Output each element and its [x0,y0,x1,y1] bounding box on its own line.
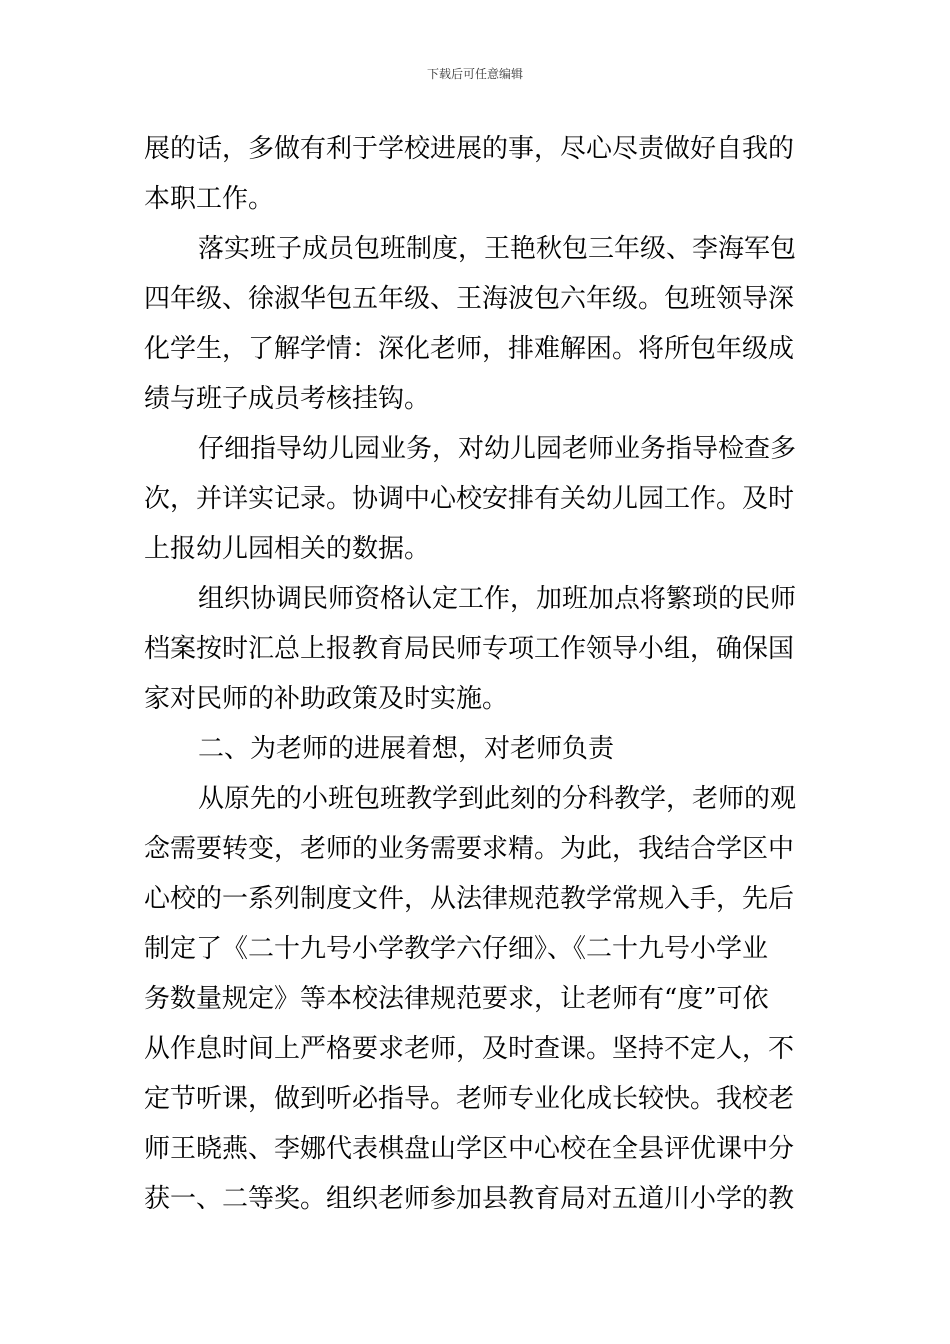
text-line: 心校的一系列制度文件，从法律规范教学常规入手，先后 [144,884,795,914]
text-line: 制定了《二十九号小学教学六仔细》、《二十九号小学业 [144,934,769,964]
text-line: 本职工作。 [144,184,275,214]
text-line: 绩与班子成员考核挂钩。 [144,384,431,414]
text-line: 化学生，了解学情：深化老师，排难解困。将所包年级成 [144,334,795,364]
page-header: 下载后可任意编辑 [426,67,523,81]
text-line: 上报幼儿园相关的数据。 [144,534,431,564]
section-heading: 二、为老师的进展着想，对老师负责 [198,734,615,764]
text-line: 展的话，多做有利于学校进展的事，尽心尽责做好自我的 [144,134,795,164]
text-line: 从作息时间上严格要求老师，及时查课。坚持不定人，不 [144,1034,795,1064]
text-line: 从原先的小班包班教学到此刻的分科教学，老师的观 [198,784,797,814]
text-line: 档案按时汇总上报教育局民师专项工作领导小组，确保国 [144,634,795,664]
text-line: 定节听课，做到听必指导。老师专业化成长较快。我校老 [144,1084,795,1114]
text-line: 落实班子成员包班制度，王艳秋包三年级、李海军包 [198,234,797,264]
text-line: 念需要转变，老师的业务需要求精。为此，我结合学区中 [144,834,795,864]
text-line: 组织协调民师资格认定工作，加班加点将繁琐的民师 [198,584,797,614]
text-line: 师王晓燕、李娜代表棋盘山学区中心校在全县评优课中分 [144,1134,795,1164]
text-line: 四年级、徐淑华包五年级、王海波包六年级。包班领导深 [144,284,795,314]
text-line: 次，并详实记录。协调中心校安排有关幼儿园工作。及时 [144,484,795,514]
text-line: 家对民师的补助政策及时实施。 [144,684,509,714]
text-line: 务数量规定》等本校法律规范要求，让老师有“度”可依 [144,984,769,1014]
text-line: 仔细指导幼儿园业务，对幼儿园老师业务指导检查多 [198,434,797,464]
text-line: 获一、二等奖。组织老师参加县教育局对五道川小学的教 [144,1184,795,1214]
